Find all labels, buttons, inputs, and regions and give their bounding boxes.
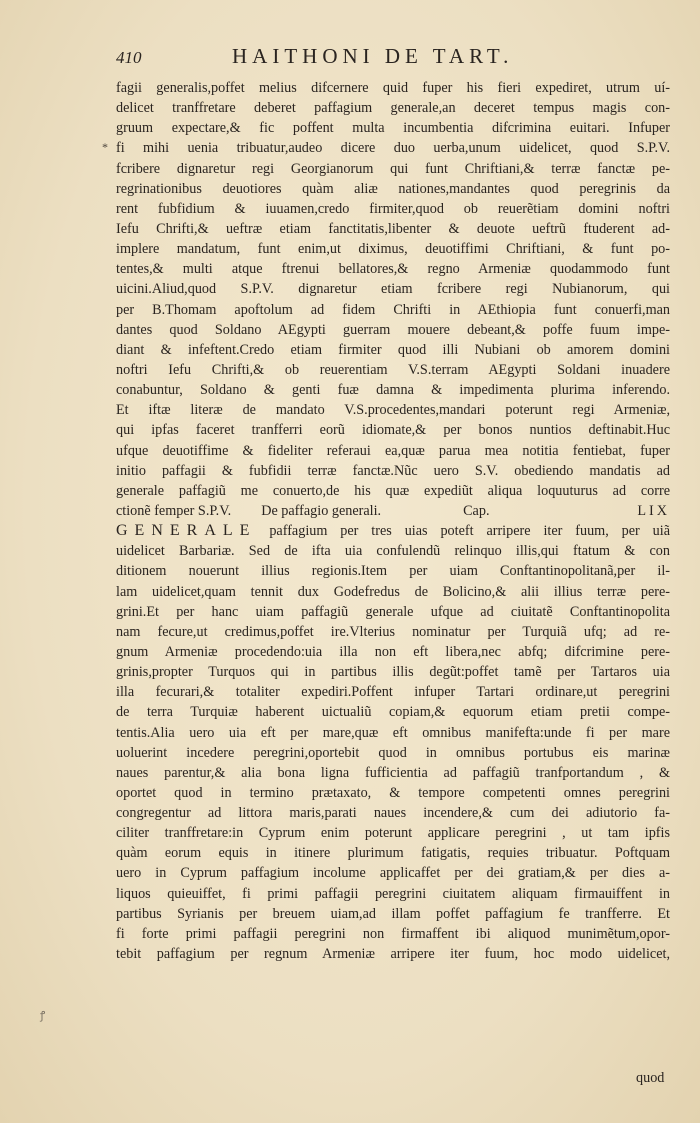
page-number: 410 [116, 48, 142, 67]
text-line: uero in Cyprum paffagium incolume applicaffet per dei gratiam,& per dies a- [116, 865, 670, 882]
text-line: uoluerint incedere peregrini,oportebit quod in omnibus portubus eis marinæ [116, 744, 670, 761]
page-header [116, 44, 676, 74]
text-line: tentis.Alia uero uia eft per mare,quæ eft omnibus manifefta:unde fi per mare [116, 724, 670, 741]
text-line: paffagium per tres uias poteft arripere iter fuum, per uiã [256, 523, 670, 540]
chapter-initial-word: GENERALE [116, 522, 257, 540]
text-line: grini.Et per hanc uiam paffagiũ generale ufque ad ciuitatẽ Conftantinopolita [116, 603, 670, 620]
text-line: implere mandatum, funt enim,ut diximus, deuotiffimi Chriftiani, & funt po- [116, 241, 670, 258]
text-line: oportet quod in termino prætaxato, & tempore competenti omnes peregrini [116, 784, 670, 801]
chapter-number: LIX [637, 502, 670, 519]
text-line: per B.Thomam apoftolum ad fidem Chrifti in AEthiopia funt conuerfi,man [116, 301, 670, 318]
body-text [116, 78, 670, 964]
text-line: uidelicet Barbariæ. Sed de ifta uia confulendũ relinquo illis,qui ftatum & con [116, 543, 670, 560]
text-line: Iefu Chrifti,& ueftræ etiam fanctitatis,libenter & deuote ueftrũ ftuderent ad- [116, 220, 670, 237]
text-line: generale paffagiũ me conuerto,de his quæ expediũt aliqua loquuturus ad corre [116, 482, 670, 499]
text-line: tebit paffagium per regnum Armeniæ arripere iter fuum, hoc modo uidelicet, [116, 946, 670, 963]
margin-asterisk: * [102, 140, 108, 154]
text-line: qui ipfas faceret tranfferri eorũ idiomate,& per bonos nuntios deftinabit.Huc [116, 422, 670, 439]
text-line: delicet tranffretare deberet paffagium generale,an deceret tempus magis con- [116, 100, 670, 117]
text-line: fi mihi uenia tribuatur,audeo dicere duo uerba,unum uidelicet, quod S.P.V. [116, 140, 670, 157]
text-line: de terra Turquiæ haberent uictualiũ copiam,& equorum etiam pretii compe- [116, 704, 670, 721]
text-line: conabuntur, Soldano & genti fuæ damna & impedimenta plurima inferendo. [116, 382, 670, 399]
text-line: uicini.Aliud,quod S.P.V. dignaretur etiam fcribere regi Nubianorum, qui [116, 281, 670, 298]
text-line: regrinationibus deuotiores quàm aliæ nationes,mandantes quod peregrinis da [116, 180, 670, 197]
text-line: liquos quieuiffet, fi primi paffagii peregrini ciuitatem aliquam firmauiffent in [116, 885, 670, 902]
text-line: naues parentur,& alia bona ligna fufficientia ad paffagiũ tranfportandum , & [116, 764, 670, 781]
chapter-first-line [116, 521, 670, 541]
chapter-heading-line [116, 501, 670, 521]
text-line: ditionem nouerunt illius regionis.Item per uiam Conftantinopolitanã,per il- [116, 563, 670, 580]
text-line: fagii generalis,poffet melius difcernere quid fuper his fieri expediret, utrum uí- [116, 80, 670, 96]
chapter-label: Cap. [463, 502, 490, 519]
catchword: quod [636, 1070, 665, 1086]
text-line: partibus Syrianis per breuem uiam,ad illam poffet paffagium fe tranfferre. Et [116, 905, 670, 922]
text-line: rent fubfidium & iuuamen,credo firmiter,quod ob reuerẽtiam domini noftri [116, 200, 670, 217]
running-title: HAITHONI DE TART. [232, 44, 514, 68]
text-line-end: ctionẽ femper S.P.V. [116, 502, 232, 519]
margin-annotation-mark: ꝭ [40, 1010, 46, 1022]
text-line: nam fecure,ut credimus,poffet ire.Vlterius nominatur per Turquiã ufq; ad re- [116, 623, 670, 640]
text-line: lam uidelicet,quam tennit dux Godefredus de Bolicino,& alii illius terræ pere- [116, 583, 670, 600]
text-line: illa fecurari,& totaliter expediri.Poffent infuper Tartari ordinare,ut peregrini [116, 684, 670, 701]
text-line: ciliter tranffretare:in Cyprum enim poterunt applicare peregrini , ut tam ipfis [116, 825, 670, 842]
text-line: Et iftæ literæ de mandato V.S.procedentes,mandari poterunt regi Armeniæ, [116, 402, 670, 419]
text-line: fcribere dignaretur regi Georgianorum qui funt Chriftiani,& terræ fanctæ pe- [116, 160, 670, 177]
text-line: noftri Iefu Chrifti,& ob reuerentiam V.S.terram AEgypti Soldani inuadere [116, 361, 670, 378]
text-line: gruum expectare,& fic poffent multa incumbentia difcrimina euitari. Infuper [116, 120, 670, 137]
text-line: congregentur ad littora maris,parati naues incendere,& cum dei adiutorio fa- [116, 805, 670, 822]
text-line: grinis,propter Turquos qui in partibus illis degũt:poffet tamẽ per Tartaros uia [116, 664, 670, 681]
text-line: dantes quod Soldano AEgypti guerram mouere debeant,& poffe fuum impe- [116, 321, 670, 338]
text-line: ufque deuotiffime & fideliter referaui ea,quæ parua mea notitia fentiebat, fuper [116, 442, 670, 459]
chapter-title: De paffagio generali. [261, 502, 382, 519]
text-line: quàm eorum equis in itinere plurimum fatigatis, requies tribuatur. Poftquam [116, 845, 670, 862]
text-line: tentes,& multi atque ftrenui bellatores,& regno Armeniæ quodammodo funt [116, 261, 670, 278]
text-line: diant & infeftent.Credo etiam firmiter quod illi Nubiani ob amorem domini [116, 341, 670, 358]
text-line: gnum Armeniæ procedendo:uia illa non eft libera,nec abfq; difcrimine pere- [116, 643, 670, 660]
text-line: fi forte primi paffagii peregrini non firmaffent ibi aliquod munimẽtum,opor- [116, 925, 670, 942]
text-line: initio paffagii & fubfidii terræ fanctæ.Nũc uero S.V. obediendo mandatis ad [116, 462, 670, 479]
